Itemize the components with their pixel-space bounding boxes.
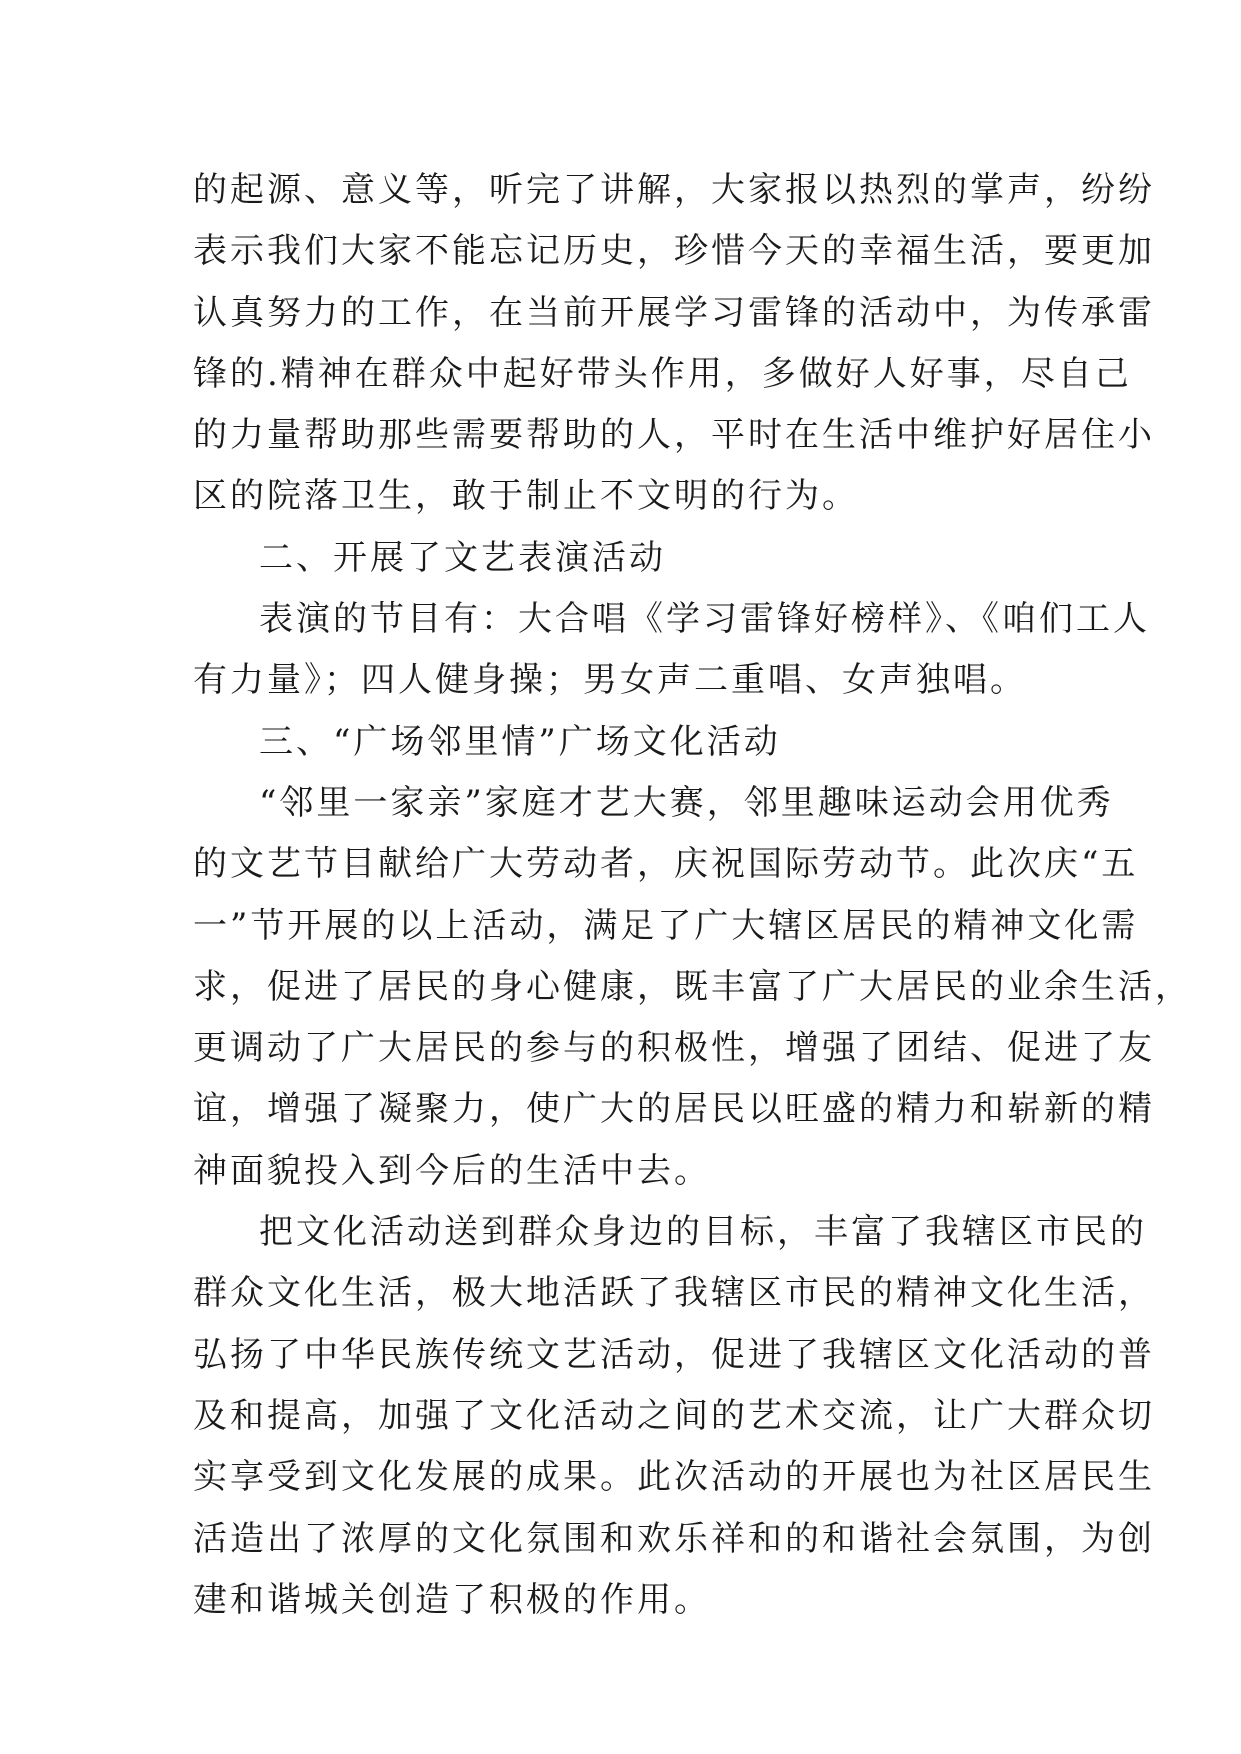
text-line: 锋的.精神在群众中起好带头作用，多做好人好事，尽自己: [193, 353, 1132, 394]
text-line: 群众文化生活，极大地活跃了我辖区市民的精神文化生活，: [193, 1273, 1155, 1314]
text-line: 表示我们大家不能忘记历史，珍惜今天的幸福生活，要更加: [193, 231, 1155, 272]
section-heading: 二、开展了文艺表演活动: [259, 537, 666, 578]
document-body: [193, 160, 1192, 1631]
text-line: 的力量帮助那些需要帮助的人，平时在生活中维护好居住小: [193, 415, 1155, 456]
text-line: 谊，增强了凝聚力，使广大的居民以旺盛的精力和崭新的精: [193, 1089, 1155, 1130]
text-line: 认真努力的工作，在当前开展学习雷锋的活动中，为传承雷: [193, 292, 1155, 333]
text-line: 的文艺节目献给广大劳动者，庆祝国际劳动节。此次庆“五: [193, 844, 1139, 885]
text-line: 实享受到文化发展的成果。此次活动的开展也为社区居民生: [193, 1457, 1155, 1498]
text-line: 建和谐城关创造了积极的作用。: [193, 1579, 711, 1620]
text-line: 弘扬了中华民族传统文艺活动，促进了我辖区文化活动的普: [193, 1334, 1155, 1375]
text-line: 有力量》；四人健身操；男女声二重唱、女声独唱。: [193, 660, 1027, 701]
text-line: 一”节开展的以上活动，满足了广大辖区居民的精神文化需: [193, 905, 1139, 946]
text-line: 活造出了浓厚的文化氛围和欢乐祥和的和谐社会氛围，为创: [193, 1518, 1155, 1559]
text-line: 神面貌投入到今后的生活中去。: [193, 1150, 711, 1191]
text-line: 把文化活动送到群众身边的目标，丰富了我辖区市民的: [259, 1212, 1147, 1253]
text-line: 求，促进了居民的身心健康，既丰富了广大居民的业余生活，: [193, 966, 1192, 1007]
section-heading: 三、“广场邻里情”广场文化活动: [259, 721, 781, 762]
text-line: 区的院落卫生，敢于制止不文明的行为。: [193, 476, 859, 517]
text-line: “邻里一家亲”家庭才艺大赛，邻里趣味运动会用优秀: [259, 782, 1114, 823]
text-line: 更调动了广大居民的参与的积极性，增强了团结、促进了友: [193, 1028, 1155, 1069]
text-line: 及和提高，加强了文化活动之间的艺术交流，让广大群众切: [193, 1395, 1155, 1436]
text-line: 的起源、意义等，听完了讲解，大家报以热烈的掌声，纷纷: [193, 170, 1155, 210]
text-line: 表演的节目有：大合唱《学习雷锋好榜样》、《咱们工人: [259, 599, 1150, 640]
